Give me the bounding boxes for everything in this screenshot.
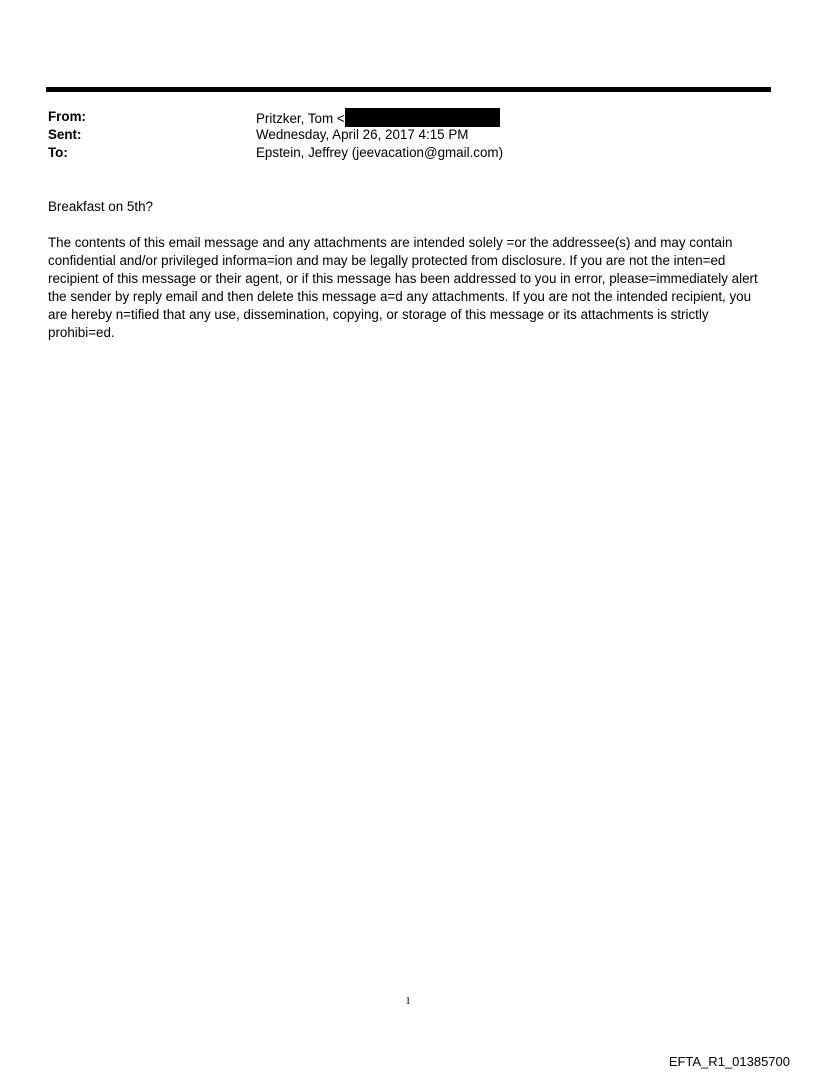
sent-label: Sent:	[48, 127, 82, 142]
disclaimer-line: prohibi=ed.	[48, 325, 115, 340]
disclaimer-line: The contents of this email message and any attachments are intended solely =or the addressee(s) and may contain	[48, 235, 733, 250]
message-greeting: Breakfast on 5th?	[48, 199, 153, 214]
from-name: Pritzker, Tom <	[256, 111, 345, 126]
document-id: EFTA_R1_01385700	[668, 1054, 790, 1069]
header-divider	[46, 87, 771, 92]
disclaimer-line: the sender by reply email and then delete this message a=d any attachments. If you are not the intended recipient, you	[48, 289, 752, 304]
disclaimer-line: confidential and/or privileged informa=ion and may be legally protected from disclosure. If you are not the inten=ed	[48, 253, 726, 268]
from-label: From:	[48, 109, 86, 124]
confidentiality-disclaimer	[48, 234, 778, 342]
disclaimer-line: are hereby n=tified that any use, dissemination, copying, or storage of this message or its attachments is strictly	[48, 307, 709, 322]
from-value	[256, 108, 500, 128]
page-number: 1	[405, 995, 411, 1007]
disclaimer-line: recipient of this message or their agent, or if this message has been addressed to you in error, please=immediately alert	[48, 271, 758, 286]
sent-value: Wednesday, April 26, 2017 4:15 PM	[256, 127, 469, 142]
to-label: To:	[48, 145, 68, 160]
to-value: Epstein, Jeffrey (jeevacation@gmail.com)	[256, 145, 504, 160]
redaction-block	[345, 108, 500, 127]
